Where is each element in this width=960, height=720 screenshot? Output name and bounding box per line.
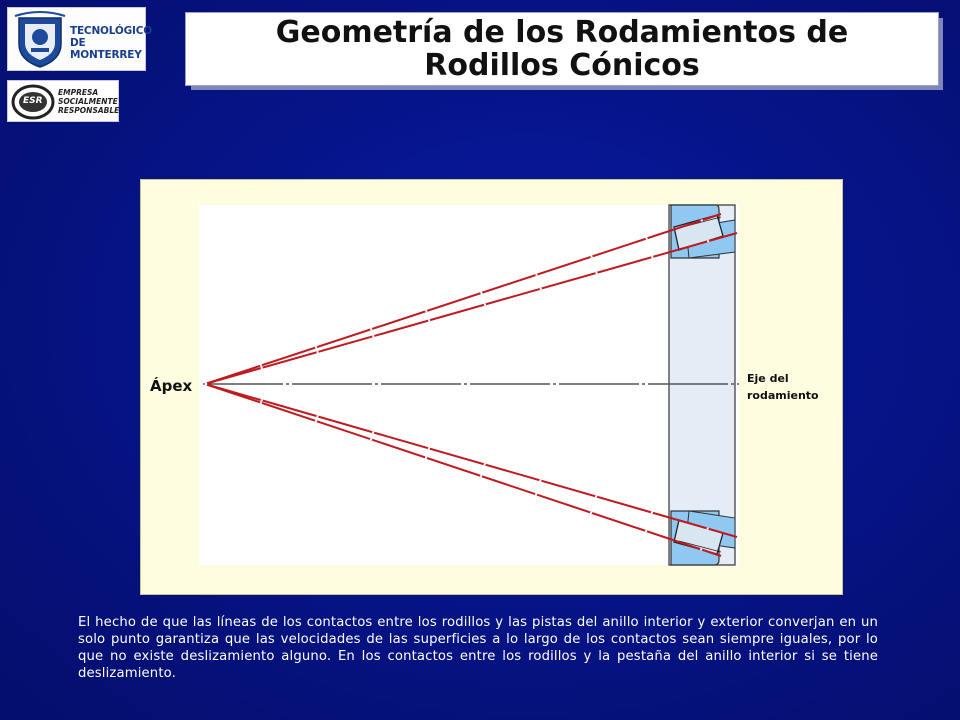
diagram-panel (140, 179, 843, 595)
caption-paragraph: El hecho de que las líneas de los contactos entre los rodillos y las pistas del anillo interior y exterior converjan en un solo punto garantiza que las velocidades de las superficies a lo largo de los contactos sean siempre iguales, por lo que no existe deslizamiento alguno. En los contactos entre los rodillos y la pestaña del anillo interior si se tiene deslizamiento. (78, 615, 878, 681)
title-box (185, 12, 939, 86)
tec-logo-line2: DE MONTERREY (70, 37, 142, 61)
tec-logo (7, 7, 152, 71)
axis-label-line2: rodamiento (747, 389, 819, 402)
apex-label: Ápex (150, 377, 193, 395)
esr-line2: SOCIALMENTE (58, 97, 118, 106)
esr-logo (7, 80, 119, 122)
page-title-line2: Rodillos Cónicos (424, 48, 700, 83)
bearing-geometry-diagram (141, 180, 844, 596)
esr-line1: EMPRESA (58, 88, 99, 97)
tec-shield-icon (11, 10, 69, 70)
esr-line3: RESPONSABLE (58, 106, 120, 115)
axis-label-line1: Eje del (747, 372, 789, 385)
diagram-canvas (199, 205, 739, 565)
tec-logo-line1: TECNOLÓGICO (70, 25, 152, 37)
esr-badge-text: ESR (23, 96, 43, 106)
page-title-line1: Geometría de los Rodamientos de (275, 15, 849, 50)
